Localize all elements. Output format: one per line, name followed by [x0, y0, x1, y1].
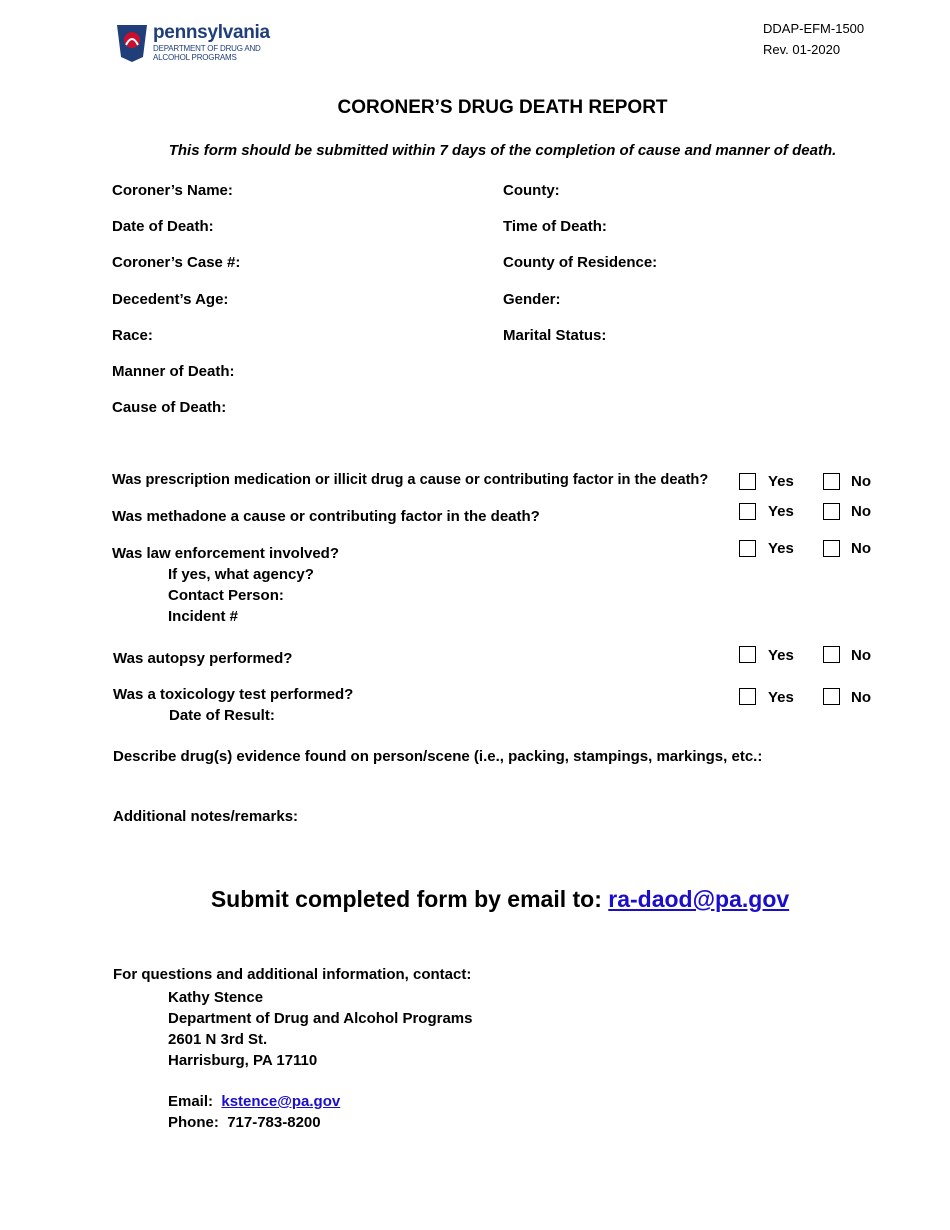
agency-label: If yes, what agency?	[168, 566, 314, 583]
contact-email-link[interactable]: kstence@pa.gov	[221, 1093, 341, 1110]
date-of-death-label: Date of Death:	[112, 218, 214, 235]
autopsy-yes-checkbox[interactable]	[739, 646, 756, 663]
marital-status-label: Marital Status:	[503, 327, 607, 344]
incident-number-label: Incident #	[168, 608, 239, 625]
autopsy-yes-label: Yes	[768, 647, 794, 664]
law-enforcement-yes-checkbox[interactable]	[739, 540, 756, 557]
contact-name: Kathy Stence	[168, 989, 264, 1006]
submit-text: Submit completed form by email to:	[210, 886, 602, 912]
question-drug-factor: Was prescription medication or illicit drug a cause or contributing factor in the death?	[112, 472, 709, 488]
drug-factor-no-label: No	[851, 473, 871, 490]
gender-label: Gender:	[503, 291, 561, 308]
contact-city: Harrisburg, PA 17110	[168, 1052, 318, 1069]
methadone-yes-label: Yes	[768, 503, 794, 520]
contact-email-row	[168, 1093, 340, 1110]
logo-subtitle-2: ALCOHOL PROGRAMS	[153, 53, 237, 62]
additional-notes-label: Additional notes/remarks:	[113, 808, 299, 825]
methadone-no-label: No	[851, 503, 871, 520]
race-label: Race:	[112, 327, 153, 344]
agency-logo	[114, 22, 274, 64]
manner-of-death-label: Manner of Death:	[112, 363, 235, 380]
case-number-label: Coroner’s Case #:	[112, 254, 241, 271]
logo-wordmark: pennsylvania	[153, 22, 270, 43]
form-revision: Rev. 01-2020	[763, 42, 841, 57]
question-methadone: Was methadone a cause or contributing factor in the death?	[112, 508, 540, 525]
contact-intro: For questions and additional information, contact:	[113, 966, 472, 983]
time-of-death-label: Time of Death:	[503, 218, 607, 235]
submit-instruction	[0, 886, 950, 913]
question-law-enforcement: Was law enforcement involved?	[112, 545, 339, 562]
law-enforcement-no-checkbox[interactable]	[823, 540, 840, 557]
question-toxicology: Was a toxicology test performed?	[113, 686, 354, 703]
page-title: CORONER’S DRUG DEATH REPORT	[337, 97, 668, 118]
county-of-residence-label: County of Residence:	[503, 254, 658, 271]
methadone-no-checkbox[interactable]	[823, 503, 840, 520]
autopsy-no-label: No	[851, 647, 871, 664]
contact-phone-label: Phone:	[168, 1114, 219, 1131]
logo-subtitle-1: DEPARTMENT OF DRUG AND	[153, 44, 261, 53]
contact-email-label: Email:	[168, 1093, 214, 1110]
law-enforcement-yes-label: Yes	[768, 540, 794, 557]
toxicology-yes-checkbox[interactable]	[739, 688, 756, 705]
drug-factor-yes-label: Yes	[768, 473, 794, 490]
keystone-icon	[114, 23, 150, 63]
drug-factor-yes-checkbox[interactable]	[739, 473, 756, 490]
methadone-yes-checkbox[interactable]	[739, 503, 756, 520]
law-enforcement-no-label: No	[851, 540, 871, 557]
contact-phone: 717-783-8200	[227, 1114, 321, 1131]
submit-email-link[interactable]: ra-daod@pa.gov	[608, 886, 790, 912]
toxicology-no-checkbox[interactable]	[823, 688, 840, 705]
contact-department: Department of Drug and Alcohol Programs	[168, 1010, 473, 1027]
autopsy-no-checkbox[interactable]	[823, 646, 840, 663]
contact-street: 2601 N 3rd St.	[168, 1031, 268, 1048]
form-subtitle: This form should be submitted within 7 days of the completion of cause and manner of death.	[168, 142, 837, 159]
toxicology-yes-label: Yes	[768, 689, 794, 706]
date-of-result-label: Date of Result:	[169, 707, 275, 724]
describe-evidence-label: Describe drug(s) evidence found on person/scene (i.e., packing, stampings, markings, etc.:	[113, 748, 763, 765]
decedent-age-label: Decedent’s Age:	[112, 291, 229, 308]
question-autopsy: Was autopsy performed?	[113, 650, 293, 667]
toxicology-no-label: No	[851, 689, 871, 706]
contact-person-label: Contact Person:	[168, 587, 284, 604]
contact-phone-row	[168, 1114, 321, 1131]
cause-of-death-label: Cause of Death:	[112, 399, 227, 416]
coroner-name-label: Coroner’s Name:	[112, 182, 233, 199]
form-id: DDAP-EFM-1500	[763, 21, 865, 36]
drug-factor-no-checkbox[interactable]	[823, 473, 840, 490]
county-label: County:	[503, 182, 560, 199]
